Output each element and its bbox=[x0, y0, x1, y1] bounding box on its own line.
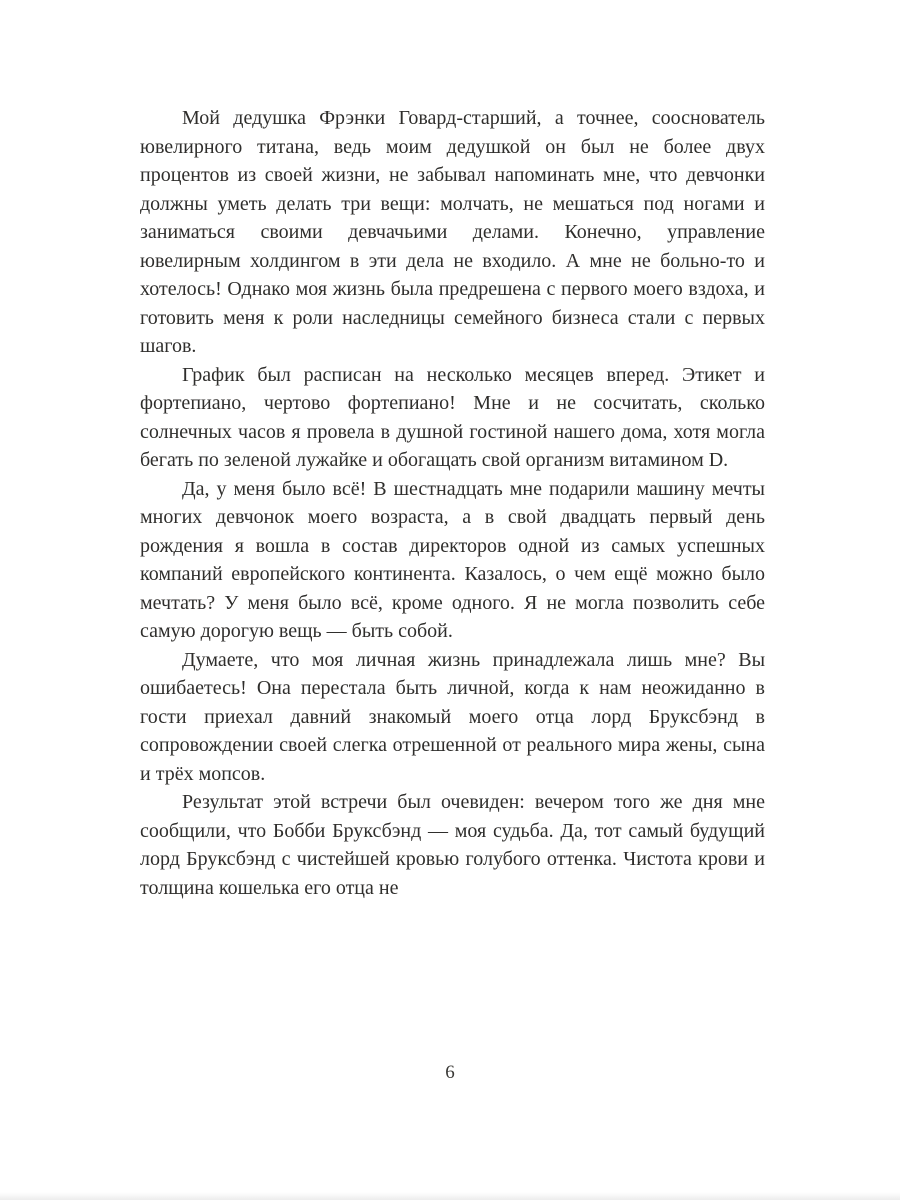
page-text bbox=[140, 104, 765, 902]
paragraph-4: Думаете, что моя личная жизнь принадлежала лишь мне? Вы ошибаетесь! Она перестала быть личной, когда к нам неожиданно в гости приехал давний знакомый моего отца лорд Бруксбэнд в сопровождении своей слегка отрешенной от реального мира жены, сына и трёх мопсов. bbox=[140, 648, 765, 785]
page-number: 6 bbox=[445, 1062, 455, 1083]
paragraph-3: Да, у меня было всё! В шестнадцать мне подарили машину мечты многих девчонок моего возраста, а в свой двадцать первый день рождения я вошла в состав директоров одной из самых успешных компаний европейского континента. Казалось, о чем ещё можно было мечтать? У меня было всё, кроме одного. Я не могла позволить себе самую дорогую вещь — быть собой. bbox=[140, 477, 765, 642]
page-bottom-shadow bbox=[0, 1192, 900, 1200]
paragraph-5: Результат этой встречи был очевиден: вечером того же дня мне сообщили, что Бобби Бруксбэнд — моя судьба. Да, тот самый будущий лорд Бруксбэнд с чистейшей кровью голубого оттенка. Чистота крови и толщина кошелька его отца не bbox=[140, 791, 765, 899]
paragraph-1: Мой дедушка Фрэнки Говард-старший, а точнее, сооснователь ювелирного титана, ведь моим дедушкой он был не более двух процентов из своей жизни, не забывал напоминать мне, что девчонки должны уметь делать три вещи: молчать, не мешаться под ногами и заниматься своими девчачьими делами. Конечно, управление ювелирным холдингом в эти дела не входило. А мне не больно-то и хотелось! Однако моя жизнь была предрешена с первого моего вздоха, и готовить меня к роли наследницы семейного бизнеса стали с первых шагов. bbox=[140, 107, 765, 357]
paragraph-2: График был расписан на несколько месяцев вперед. Этикет и фортепиано, чертово фортепиано! Мне и не сосчитать, сколько солнечных часов я провела в душной гостиной нашего дома, хотя могла бегать по зеленой лужайке и обогащать свой организм витамином D. bbox=[140, 363, 765, 471]
